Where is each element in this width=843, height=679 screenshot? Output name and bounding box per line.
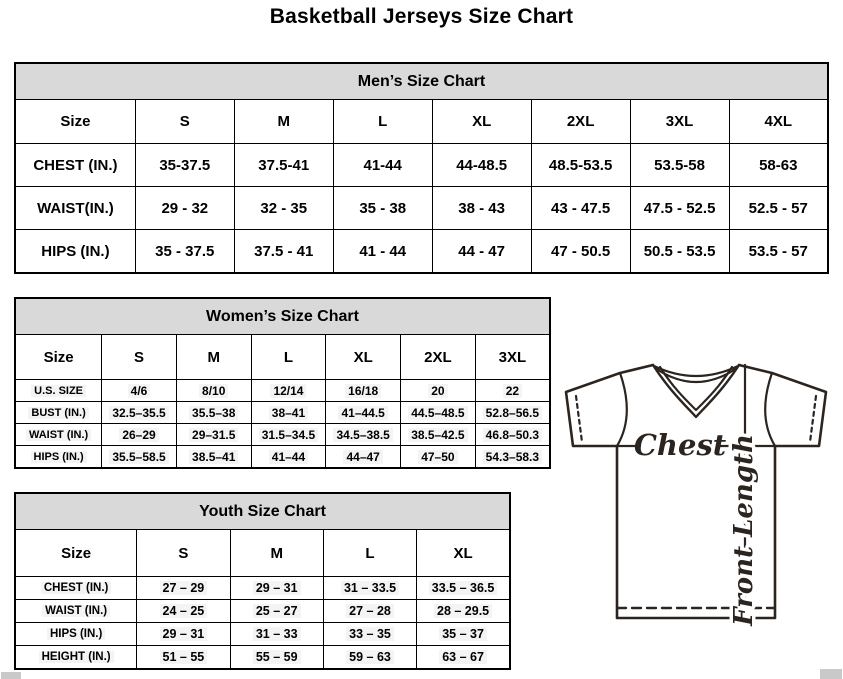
size-value-cell <box>137 600 230 623</box>
youth-size-chart-table <box>14 492 511 670</box>
size-value-cell <box>401 380 476 402</box>
size-value-text: 4/6 <box>128 384 151 398</box>
size-value-cell <box>475 402 550 424</box>
size-value-text: 35 - 37.5 <box>155 242 215 260</box>
size-value-text: 29 – 31 <box>253 581 301 595</box>
table-row <box>15 600 510 623</box>
size-value-cell <box>432 144 531 187</box>
size-value-cell <box>323 646 416 670</box>
size-value-cell <box>137 623 230 646</box>
size-value-text: 26–29 <box>119 428 158 442</box>
size-value-text: 37.5-41 <box>258 156 310 174</box>
size-value-text: 31.5–34.5 <box>259 428 318 442</box>
front-length-label: Front Length <box>729 434 759 626</box>
column-header: M <box>176 335 251 380</box>
size-value-text: 20 <box>428 384 447 398</box>
size-value-cell <box>475 380 550 402</box>
row-label <box>15 446 102 469</box>
size-value-text: 29 – 31 <box>160 627 208 641</box>
size-header-label: Size <box>15 100 135 144</box>
size-header-label: Size <box>15 530 137 577</box>
row-label <box>15 187 135 230</box>
size-value-text: 38.5–41 <box>189 450 238 464</box>
column-header: 3XL <box>475 335 550 380</box>
size-value-cell <box>230 577 323 600</box>
size-value-text: 38 - 43 <box>458 199 505 217</box>
size-value-cell <box>234 144 333 187</box>
row-label <box>15 623 137 646</box>
size-value-cell <box>729 187 828 230</box>
womens-size-chart-section <box>14 297 551 469</box>
jersey-outline <box>566 365 826 618</box>
size-value-text: 35 - 38 <box>359 199 407 217</box>
size-value-text: 55 – 59 <box>253 650 301 664</box>
mens-table-title: Men’s Size Chart <box>15 63 828 100</box>
table-row <box>15 424 550 446</box>
size-value-text: 52.8–56.5 <box>483 406 542 420</box>
size-value-text: 43 - 47.5 <box>550 199 611 217</box>
size-value-text: 41 - 44 <box>359 242 407 260</box>
column-header: 4XL <box>729 100 828 144</box>
size-value-cell <box>729 144 828 187</box>
size-value-text: 32.5–35.5 <box>109 406 168 420</box>
size-value-cell <box>417 577 510 600</box>
size-value-cell <box>323 623 416 646</box>
size-value-text: 50.5 - 53.5 <box>643 242 716 260</box>
size-value-text: 52.5 - 57 <box>748 199 808 217</box>
jersey-armhole-left <box>617 373 627 446</box>
size-value-cell <box>326 424 401 446</box>
row-label <box>15 646 137 670</box>
size-value-cell <box>135 187 234 230</box>
jersey-cuff-dash-left <box>576 396 582 442</box>
size-value-text: 44-48.5 <box>456 156 508 174</box>
size-value-cell <box>251 446 326 469</box>
size-value-cell <box>102 380 177 402</box>
size-value-cell <box>417 646 510 670</box>
table-row <box>15 402 550 424</box>
size-value-cell <box>323 600 416 623</box>
row-label-text: HIPS (IN.) <box>41 242 110 260</box>
row-label-text: CHEST (IN.) <box>33 156 118 174</box>
column-header: S <box>135 100 234 144</box>
size-value-cell <box>333 187 432 230</box>
column-header: M <box>234 100 333 144</box>
size-value-text: 63 – 67 <box>439 650 487 664</box>
size-value-text: 27 – 28 <box>346 604 394 618</box>
chest-label: Chest <box>633 428 727 462</box>
size-value-text: 35.5–58.5 <box>109 450 168 464</box>
row-label <box>15 600 137 623</box>
size-value-text: 29 - 32 <box>161 199 209 217</box>
row-label-text: U.S. SIZE <box>31 385 86 397</box>
size-value-cell <box>401 424 476 446</box>
column-header: XL <box>417 530 510 577</box>
size-value-cell <box>102 446 177 469</box>
row-label-text: HEIGHT (IN.) <box>39 651 114 663</box>
size-value-cell <box>137 646 230 670</box>
size-value-cell <box>102 424 177 446</box>
column-header: L <box>323 530 416 577</box>
size-value-text: 47–50 <box>418 450 457 464</box>
size-value-cell <box>531 144 630 187</box>
table-row <box>15 577 510 600</box>
table-row <box>15 446 550 469</box>
row-label <box>15 424 102 446</box>
size-value-text: 38.5–42.5 <box>408 428 467 442</box>
size-value-text: 44.5–48.5 <box>408 406 467 420</box>
page-title: Basketball Jerseys Size Chart <box>269 5 574 28</box>
size-value-cell <box>630 230 729 274</box>
row-label-text: WAIST (IN.) <box>26 429 91 441</box>
row-label <box>15 144 135 187</box>
row-label-text: HIPS (IN.) <box>31 451 87 463</box>
size-value-text: 33 – 35 <box>346 627 394 641</box>
row-label <box>15 380 102 402</box>
size-value-cell <box>630 144 729 187</box>
size-value-text: 22 <box>503 384 522 398</box>
size-value-cell <box>475 446 550 469</box>
size-value-cell <box>475 424 550 446</box>
size-header-label: Size <box>15 335 102 380</box>
size-value-text: 35.5–38 <box>189 406 238 420</box>
size-value-cell <box>323 577 416 600</box>
size-value-text: 53.5 - 57 <box>748 242 808 260</box>
size-value-cell <box>333 230 432 274</box>
size-value-text: 27 – 29 <box>160 581 208 595</box>
size-value-cell <box>630 187 729 230</box>
size-value-text: 46.8–50.3 <box>483 428 542 442</box>
youth-table-title: Youth Size Chart <box>15 493 510 530</box>
table-row <box>15 380 550 402</box>
size-value-cell <box>230 600 323 623</box>
size-value-text: 51 – 55 <box>160 650 208 664</box>
size-value-cell <box>176 402 251 424</box>
womens-table-title: Women’s Size Chart <box>15 298 550 335</box>
row-label-text: BUST (IN.) <box>28 407 88 419</box>
size-value-cell <box>176 446 251 469</box>
column-header: S <box>102 335 177 380</box>
size-value-text: 41–44.5 <box>338 406 387 420</box>
size-value-text: 37.5 - 41 <box>254 242 314 260</box>
size-value-text: 33.5 – 36.5 <box>429 581 498 595</box>
column-header: 3XL <box>630 100 729 144</box>
size-value-text: 48.5-53.5 <box>548 156 613 174</box>
size-value-cell <box>326 402 401 424</box>
size-value-cell <box>729 230 828 274</box>
row-label-text: WAIST (IN.) <box>42 605 110 617</box>
scrollbar-left-arrow-fragment[interactable] <box>1 672 21 679</box>
size-value-text: 31 – 33.5 <box>341 581 399 595</box>
size-value-cell <box>251 424 326 446</box>
row-label <box>15 577 137 600</box>
jersey-measurement-diagram <box>556 358 842 664</box>
jersey-armhole-right <box>765 373 775 446</box>
size-value-cell <box>135 230 234 274</box>
size-value-text: 41–44 <box>269 450 308 464</box>
womens-size-chart-table <box>14 297 551 469</box>
row-label-text: CHEST (IN.) <box>41 582 112 594</box>
table-row <box>15 623 510 646</box>
size-value-text: 35-37.5 <box>159 156 211 174</box>
size-value-cell <box>137 577 230 600</box>
jersey-cuff-dash-right <box>810 396 816 442</box>
size-value-cell <box>326 380 401 402</box>
size-value-cell <box>401 446 476 469</box>
size-value-cell <box>333 144 432 187</box>
size-value-text: 31 – 33 <box>253 627 301 641</box>
size-value-cell <box>417 600 510 623</box>
size-value-text: 35 – 37 <box>439 627 487 641</box>
column-header: XL <box>326 335 401 380</box>
mens-size-chart-table <box>14 62 829 274</box>
mens-size-chart-section <box>14 62 829 274</box>
size-value-cell <box>102 402 177 424</box>
size-value-cell <box>432 230 531 274</box>
size-value-text: 47.5 - 52.5 <box>643 199 716 217</box>
size-value-cell <box>417 623 510 646</box>
size-value-cell <box>176 380 251 402</box>
table-row <box>15 144 828 187</box>
youth-size-chart-section <box>14 492 511 670</box>
table-row <box>15 646 510 670</box>
size-value-cell <box>251 402 326 424</box>
size-value-cell <box>251 380 326 402</box>
size-value-text: 25 – 27 <box>253 604 301 618</box>
size-value-cell <box>230 623 323 646</box>
size-value-cell <box>326 446 401 469</box>
size-value-cell <box>230 646 323 670</box>
size-value-text: 32 - 35 <box>260 199 308 217</box>
scrollbar-right-arrow-fragment[interactable] <box>820 669 842 679</box>
size-value-text: 28 – 29.5 <box>434 604 492 618</box>
column-header: 2XL <box>401 335 476 380</box>
row-label <box>15 402 102 424</box>
size-value-cell <box>135 144 234 187</box>
size-value-text: 59 – 63 <box>346 650 394 664</box>
size-value-cell <box>531 187 630 230</box>
size-value-text: 47 - 50.5 <box>550 242 611 260</box>
size-value-text: 38–41 <box>269 406 308 420</box>
column-header: L <box>333 100 432 144</box>
column-header: XL <box>432 100 531 144</box>
size-value-cell <box>432 187 531 230</box>
size-value-text: 34.5–38.5 <box>333 428 392 442</box>
table-row <box>15 187 828 230</box>
size-value-cell <box>531 230 630 274</box>
row-label <box>15 230 135 274</box>
row-label-text: HIPS (IN.) <box>47 628 105 640</box>
column-header: S <box>137 530 230 577</box>
size-value-text: 41-44 <box>363 156 402 174</box>
column-header: 2XL <box>531 100 630 144</box>
size-value-text: 44–47 <box>343 450 382 464</box>
size-value-text: 24 – 25 <box>160 604 208 618</box>
size-value-text: 12/14 <box>270 384 306 398</box>
size-value-text: 16/18 <box>345 384 381 398</box>
row-label-text: WAIST(IN.) <box>37 199 114 217</box>
size-value-cell <box>234 230 333 274</box>
size-value-text: 53.5-58 <box>654 156 705 174</box>
column-header: L <box>251 335 326 380</box>
size-value-text: 44 - 47 <box>458 242 505 260</box>
size-value-cell <box>176 424 251 446</box>
size-value-text: 58-63 <box>759 156 798 174</box>
size-value-text: 29–31.5 <box>189 428 238 442</box>
size-value-text: 8/10 <box>199 384 228 398</box>
table-row <box>15 230 828 274</box>
size-value-cell <box>401 402 476 424</box>
column-header: M <box>230 530 323 577</box>
size-value-cell <box>234 187 333 230</box>
size-value-text: 54.3–58.3 <box>483 450 542 464</box>
